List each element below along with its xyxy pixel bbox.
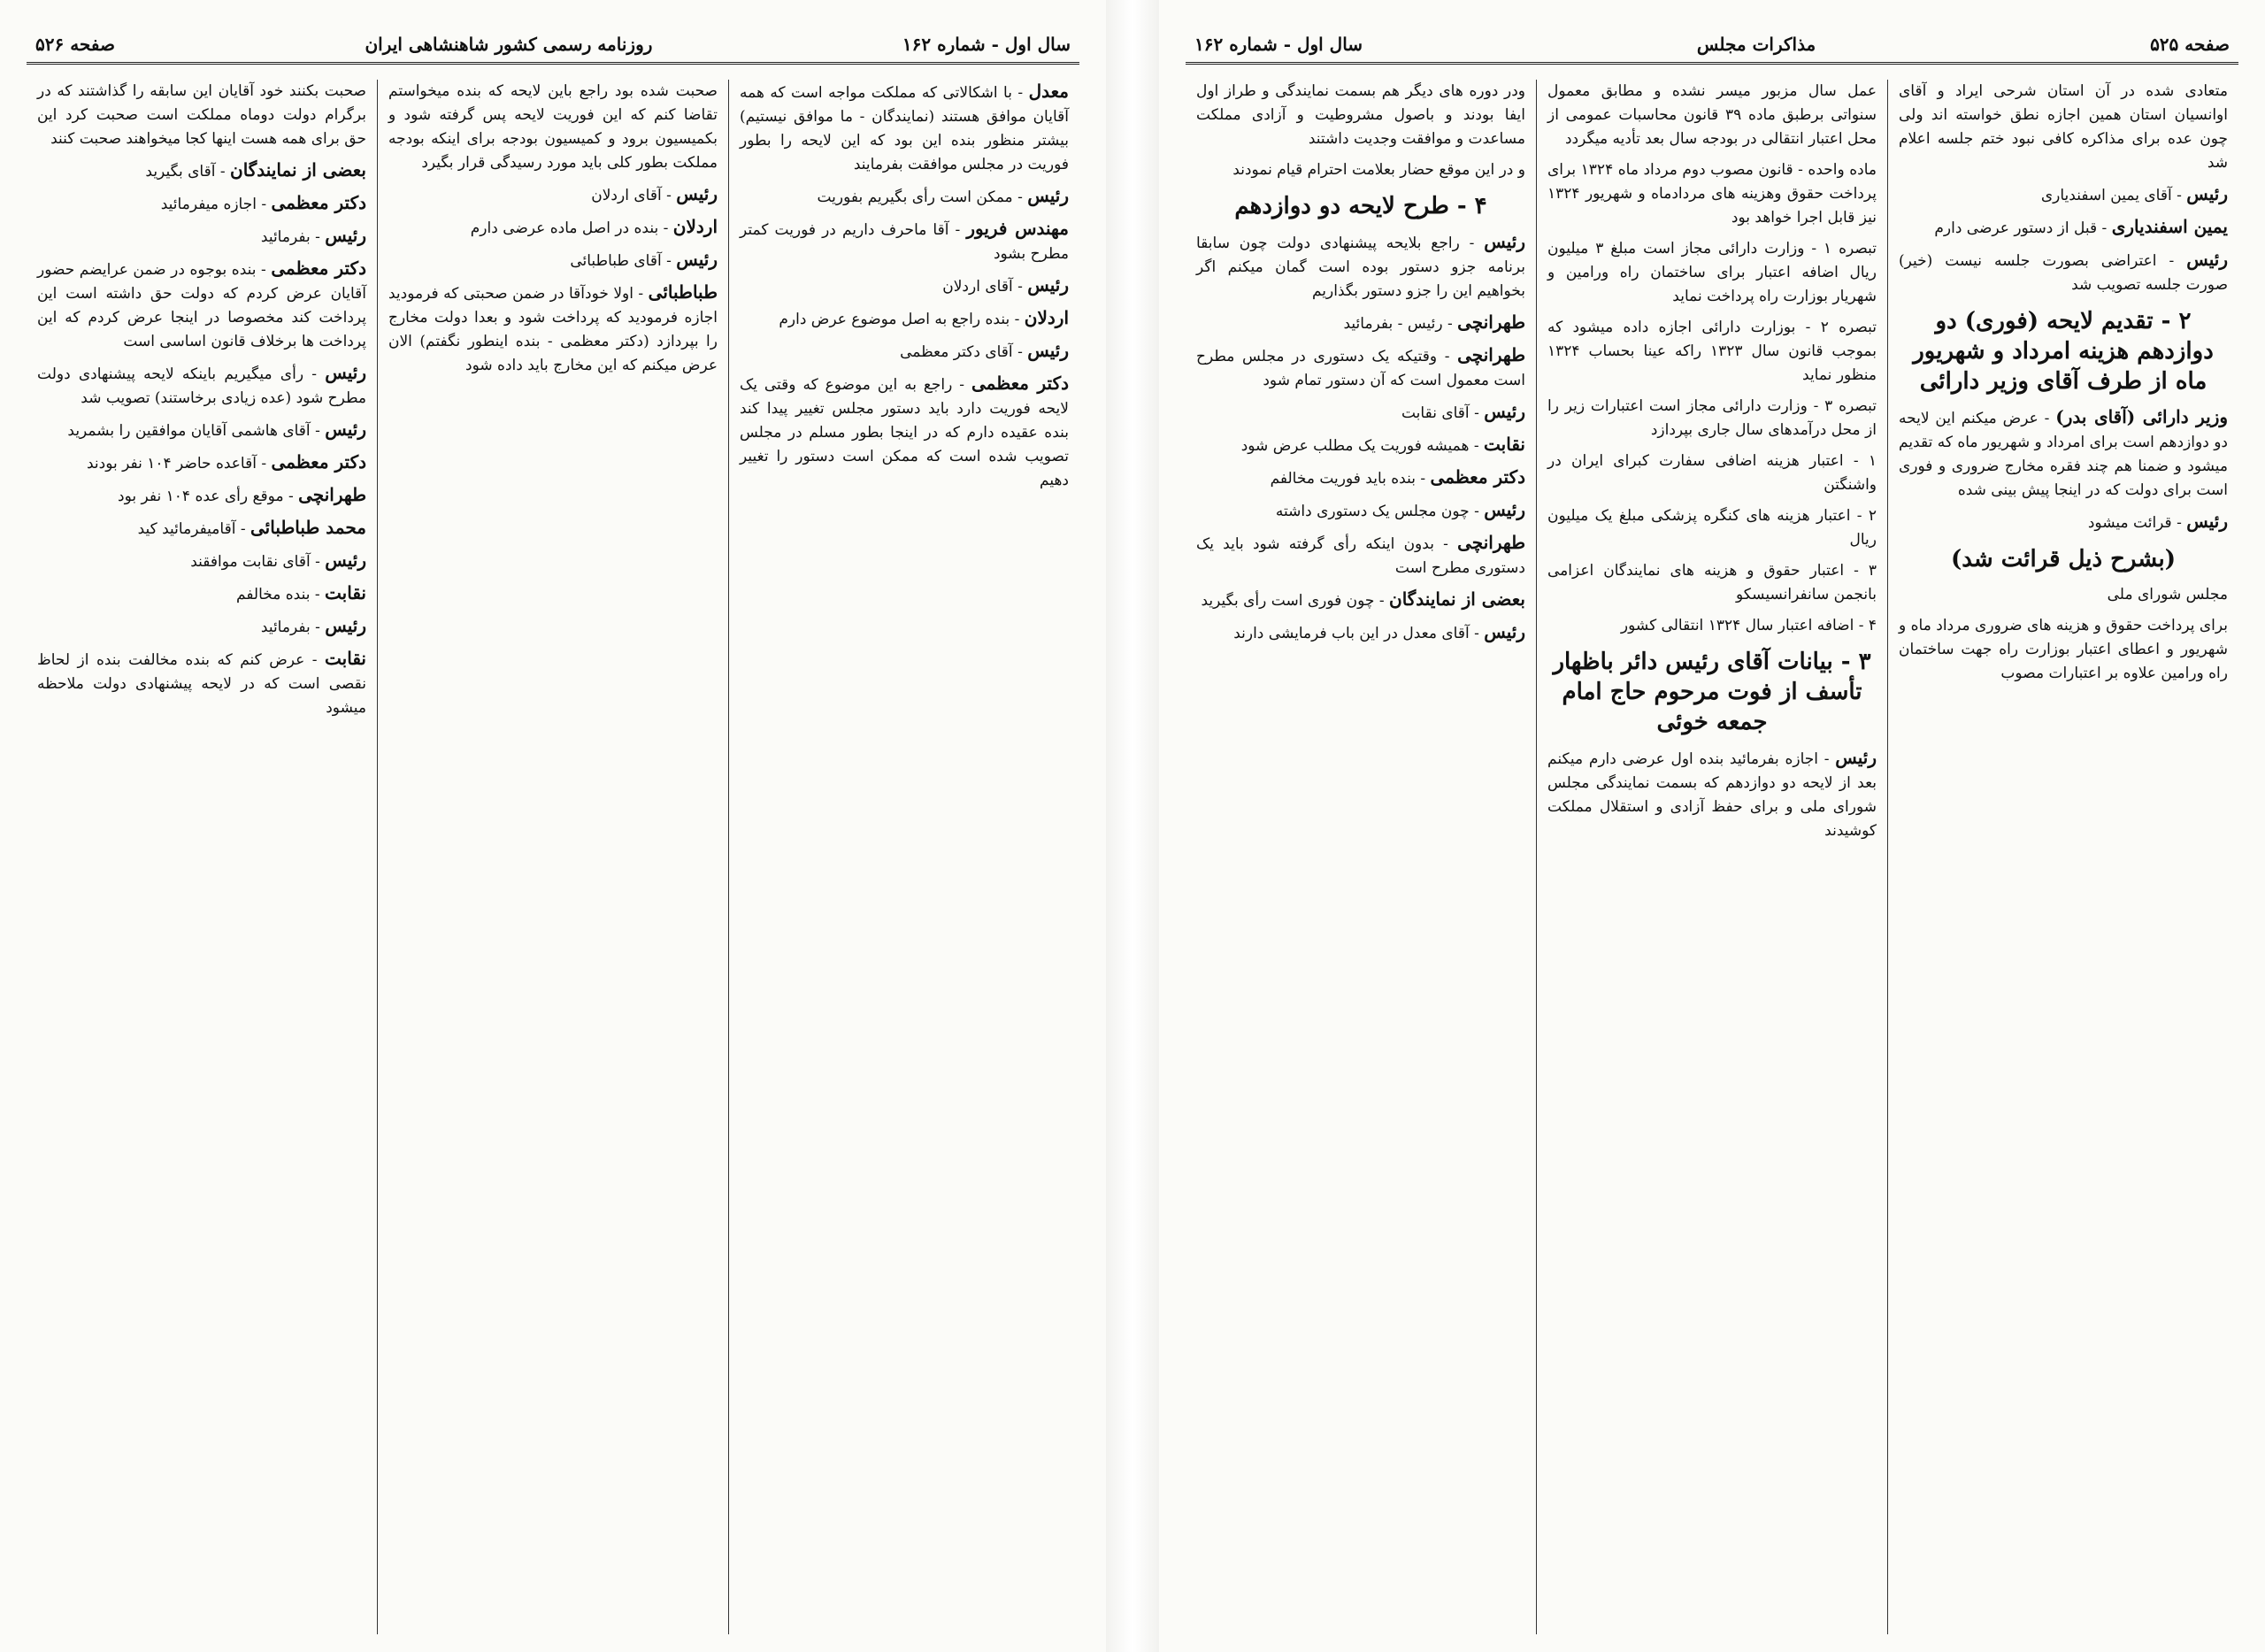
paragraph — [37, 224, 366, 250]
paragraph-text: آقای نقابت موافقند — [190, 553, 311, 571]
paragraph-text: بدون اینکه رأی گرفته شود باید یک دستوری مطرح است — [1196, 535, 1525, 577]
left-column-1 — [728, 80, 1079, 1634]
paragraph-text: ۴ - اضافه اعتبار سال ۱۳۲۴ انتقالی کشور — [1620, 617, 1877, 634]
paragraph — [1196, 433, 1525, 458]
right-column-2 — [1536, 80, 1887, 1634]
paragraph-text: تبصره ۳ - وزارت دارائی مجاز است اعتبارات زیر را از محل درآمدهای سال جاری بپردازد — [1547, 397, 1877, 439]
paragraph-text: آقای هاشمی آقایان موافقین را بشمرید — [67, 422, 311, 440]
speaker-name: نقابت — [325, 648, 366, 669]
paragraph-text: عرض کنم که بنده مخالفت بنده از لحاظ نقصی است که در لایحه پیشنهادی دولت ملاحظه میشود — [37, 651, 366, 717]
speaker-name: بعضی از نمایندگان — [230, 159, 366, 181]
speaker-separator: - — [1012, 343, 1028, 361]
paragraph-text: اولا خودآقا در ضمن صحبتی که فرمودید اجازه فرمودید که پرداخت شود و بعدا دولت مخارج را بپردازد (دکتر معظمی - بنده اینطور نگفتم) الان عرض میکنم که این مخارج باید داده شود — [388, 285, 718, 374]
speaker-name: نقابت — [1484, 434, 1525, 455]
paragraph-text: آقامیفرمائید کید — [137, 520, 236, 538]
page-gutter — [1106, 0, 1159, 1652]
paragraph-text: قبل از دستور عرضی دارم — [1934, 219, 2098, 237]
paragraph — [1547, 504, 1877, 552]
paragraph-text: صحبت شده بود راجع باین لایحه که بنده میخواستم تقاضا کنم که این فوریت لایحه پس گرفته شود و بکمیسیون برود و کمیسیون بودجه برای اینکه بودجه مملکت بطور کلی باید مورد رسیدگی قرار بگیرد — [388, 82, 718, 172]
paragraph — [37, 450, 366, 476]
paragraph — [388, 80, 718, 175]
speaker-name: طهرانچی — [1457, 532, 1525, 553]
paragraph — [740, 339, 1069, 365]
speaker-separator: - — [1442, 315, 1458, 333]
paragraph — [1547, 614, 1877, 638]
paragraph — [37, 158, 366, 184]
paragraph — [1547, 395, 1877, 442]
paragraph — [37, 647, 366, 720]
paragraph-text: آقای اردلان — [591, 187, 662, 204]
speaker-separator: - — [2038, 410, 2056, 427]
speaker-separator: - — [661, 187, 677, 204]
paragraph-text: بنده راجع به اصل موضوع عرض دارم — [779, 311, 1010, 328]
paragraph — [37, 516, 366, 542]
left-paper-title: روزنامه رسمی کشور شاهنشاهی ایران — [365, 34, 653, 55]
paragraph — [1899, 614, 2228, 686]
speaker-name: دکتر معظمی — [271, 451, 366, 473]
left-column-3 — [27, 80, 377, 1634]
speaker-separator: - — [633, 285, 649, 303]
speaker-name: رئیس — [325, 419, 366, 440]
paragraph-text: آقای طباطبائی — [570, 252, 662, 270]
speaker-name: محمد طباطبائی — [250, 517, 366, 538]
paragraph-text: عمل سال مزبور میسر نشده و مطابق معمول سنواتی برطبق ماده ۳۹ قانون محاسبات عمومی از محل اعتبار انتقالی در بودجه سال بعد تأدیه میگردد — [1547, 82, 1877, 148]
paragraph — [1196, 620, 1525, 646]
paragraph — [1196, 343, 1525, 393]
left-column-2 — [377, 80, 728, 1634]
paragraph — [1196, 498, 1525, 524]
speaker-name: رئیس — [1027, 185, 1069, 206]
speaker-separator: - — [1012, 188, 1028, 206]
speaker-name: مهندس فریور — [966, 218, 1069, 239]
paragraph-text: تبصره ۲ - بوزارت دارائی اجازه داده میشود که بموجب قانون سال ۱۳۲۳ راکه عینا بحساب ۱۳۲۴ منظور نماید — [1547, 319, 1877, 384]
paragraph-text: آقاعده حاضر ۱۰۴ نفر بودند — [86, 455, 257, 473]
paragraph-text: آقای معدل در این باب فرمایشی دارند — [1233, 625, 1470, 642]
paragraph-text: متعادی شده در آن استان شرحی ایراد و آقای اوانسیان استان همین اجازه نطق خواسته اند ولی چون عده برای مذاکره کافی نبود ختم جلسه اعلام شد — [1899, 82, 2228, 172]
paragraph — [1899, 80, 2228, 175]
paragraph-text: وقتیکه یک دستوری در مجلس مطرح است معمول است که آن دستور تمام شود — [1196, 348, 1525, 389]
paragraph-text: آقای اردلان — [942, 278, 1013, 296]
speaker-separator: - — [2156, 252, 2187, 270]
paragraph-text: رأی میگیریم باینکه لایحه پیشنهادی دولت مطرح شود (عده زیادی برخاستند) تصویب شد — [37, 365, 366, 407]
speaker-name: رئیس — [325, 362, 366, 383]
speaker-separator: - — [661, 252, 677, 270]
section-heading: ۴ - طرح لایحه دو دوازدهم — [1234, 193, 1487, 219]
speaker-separator: - — [303, 365, 326, 383]
paragraph-text: اعتراضی بصورت جلسه نیست (خیر) صورت جلسه تصویب شد — [1899, 252, 2228, 294]
paragraph — [388, 280, 718, 378]
paragraph-text: بنده مخالفم — [236, 586, 311, 603]
paragraph — [37, 361, 366, 411]
paragraph — [1899, 405, 2228, 503]
speaker-separator: - — [948, 221, 967, 239]
speaker-name: اردلان — [672, 216, 718, 237]
paragraph-text: و در این موقع حضار بعلامت احترام قیام نمودند — [1232, 161, 1525, 179]
paragraph — [1196, 311, 1525, 336]
speaker-separator: - — [1012, 278, 1028, 296]
speaker-separator: - — [310, 422, 326, 440]
speaker-name: طهرانچی — [298, 484, 366, 505]
speaker-separator: - — [1011, 84, 1029, 102]
speaker-separator: - — [2097, 219, 2112, 237]
speaker-separator: - — [952, 376, 971, 394]
speaker-name: رئیس — [1484, 499, 1525, 520]
speaker-name: رئیس — [2186, 511, 2228, 532]
paragraph — [1196, 230, 1525, 304]
speaker-name: اردلان — [1024, 307, 1069, 328]
paragraph-text: آقای بگیرید — [145, 163, 216, 181]
speaker-name: رئیس — [1835, 747, 1877, 768]
speaker-name: دکتر معظمی — [271, 192, 366, 213]
paragraph — [740, 306, 1069, 332]
speaker-separator: - — [1469, 404, 1485, 422]
speaker-separator: - — [2171, 514, 2187, 532]
speaker-name: رئیس — [1027, 274, 1069, 296]
paragraph — [1899, 510, 2228, 535]
speaker-separator: - — [1437, 348, 1458, 365]
speaker-separator: - — [1010, 311, 1025, 328]
paragraph-text: تبصره ۱ - وزارت دارائی مجاز است مبلغ ۳ میلیون ریال اضافه اعتبار برای ساختمان راه ورامین و شهریار بوزارت راه پرداخت نماید — [1547, 240, 1877, 305]
paragraph-text: با اشکالاتی که مملکت مواجه است که همه آقایان موافق هستند (نمایندگان - ما موافق نیستیم) بیشتر منظور بنده این بود که این لایحه را بطور فوریت در مجلس موافقت بفرمایند — [740, 84, 1069, 173]
right-page-number: صفحه ۵۲۵ — [2150, 34, 2230, 55]
right-column-3 — [1186, 80, 1536, 1634]
paragraph — [740, 217, 1069, 266]
paragraph — [37, 257, 366, 354]
paragraph-text: بنده در اصل ماده عرضی دارم — [470, 219, 659, 237]
left-issue-label: سال اول - شماره ۱۶۲ — [902, 34, 1071, 55]
speaker-separator: - — [235, 520, 251, 538]
paragraph — [1547, 746, 1877, 843]
paragraph-text: همیشه فوریت یک مطلب عرض شود — [1240, 437, 1470, 455]
right-columns — [1186, 80, 2238, 1634]
paragraph — [1899, 215, 2228, 241]
paragraph-text: بنده بوجوه در ضمن عرایضم حضور آقایان عرض کردم که دولت حق داشته است این پرداخت کند مخصوصا در اینجا عرض کردم که این پرداخت ها برخلاف قانون اساسی است — [37, 261, 366, 350]
speaker-name: طهرانچی — [1457, 344, 1525, 365]
speaker-separator: - — [310, 553, 326, 571]
section-heading: (بشرح ذیل قرائت شد) — [1950, 546, 2177, 572]
paragraph — [1547, 316, 1877, 388]
paragraph-text: چون مجلس یک دستوری داشته — [1275, 503, 1470, 520]
paragraph-text: قرائت میشود — [2087, 514, 2172, 532]
paragraph-text: صحبت بکنند خود آقایان این سابقه را گذاشتند که در برگرام دولت دوماه مملکت است صحبت کرد این حق برای همه هست اینها کجا میخواهند صحبت کنند — [37, 82, 366, 148]
paragraph — [1547, 80, 1877, 151]
paragraph — [37, 549, 366, 574]
paragraph-text: راجع بلایحه پیشنهادی دولت چون سابقا برنامه جزو دستور بوده است گمان میکنم اگر بخواهیم این را جزو دستور بگذاریم — [1196, 234, 1525, 300]
speaker-separator: - — [256, 261, 272, 279]
speaker-name: رئیس — [1027, 340, 1069, 361]
paragraph — [740, 273, 1069, 299]
paragraph — [1196, 158, 1525, 182]
paragraph — [1547, 158, 1877, 230]
left-page-number: صفحه ۵۲۶ — [35, 34, 115, 55]
paragraph — [388, 248, 718, 273]
paragraph-text: بفرمائید — [260, 228, 311, 246]
speaker-name: دکتر معظمی — [1430, 466, 1525, 488]
paragraph-text: چون فوری است رأی بگیرید — [1201, 592, 1375, 610]
speaker-separator: - — [283, 488, 299, 505]
speaker-name: رئیس — [676, 249, 718, 270]
speaker-name: رئیس — [2186, 183, 2228, 204]
speaker-name: رئیس — [325, 225, 366, 246]
right-page — [1159, 0, 2265, 1652]
speaker-name: یمین اسفندیاری — [2111, 216, 2228, 237]
paragraph — [1196, 80, 1525, 151]
paragraph-text: ۲ - اعتبار هزینه های کنگره پزشکی مبلغ یک میلیون ریال — [1547, 507, 1877, 549]
right-paper-title: مذاکرات مجلس — [1696, 34, 1816, 55]
paragraph — [1196, 465, 1525, 491]
paragraph-text: ودر دوره های دیگر هم بسمت نمایندگی و طراز اول ایفا بودند و باصول مشروطیت و آزادی مملکت مساعدت و موافقت وجدیت داشتند — [1196, 82, 1525, 148]
paragraph-text: راجع به این موضوع که وقتی یک لایحه فوریت دارد باید دستور مجلس تغییر پیدا کند بنده عقیده دارم که در اینجا بطور مسلم در مجلس تصویب شده است که ممکن است دستور را تغییر دهیم — [740, 376, 1069, 489]
speaker-separator: - — [1817, 750, 1836, 768]
speaker-name: رئیس — [676, 183, 718, 204]
speaker-separator: - — [304, 651, 326, 669]
paragraph — [740, 80, 1069, 177]
paragraph — [37, 581, 366, 607]
speaker-name: رئیس — [325, 549, 366, 571]
paragraph-text: آقای یمین اسفندیاری — [2040, 187, 2172, 204]
speaker-separator: - — [310, 586, 326, 603]
paragraph — [740, 372, 1069, 493]
section-heading: ۲ - تقدیم لایحه (فوری) دو دوازدهم هزینه امرداد و شهریور ماه از طرف آقای وزیر دارائی — [1913, 308, 2214, 395]
speaker-name: رئیس — [1484, 231, 1525, 252]
paragraph — [1899, 248, 2228, 297]
paragraph-text: اجازه بفرمائید بنده اول عرضی دارم میکنم بعد از لایحه دو دوازدهم که بسمت نمایندگی مجلس شورای ملی و برای حفظ آزادی و استقلال مملکت کوشیدند — [1547, 750, 1877, 840]
speaker-name: طباطبائی — [648, 281, 718, 303]
paragraph — [740, 184, 1069, 210]
paragraph-text: ۱ - اعتبار هزینه اضافی سفارت کبرای ایران در واشنگتن — [1547, 452, 1877, 494]
speaker-separator: - — [1469, 437, 1485, 455]
section-heading: ۳ - بیانات آقای رئیس دائر باظهار تأسف از فوت مرحوم حاج امام جمعه خوئی — [1553, 649, 1871, 735]
speaker-separator: - — [1415, 470, 1431, 488]
paragraph-text: رئیس - بفرمائید — [1343, 315, 1443, 333]
left-columns — [27, 80, 1079, 1634]
paragraph — [1899, 182, 2228, 208]
speaker-name: وزیر دارائی (آقای بدر) — [2055, 406, 2229, 427]
paragraph — [37, 418, 366, 443]
paragraph-text: آقای نقابت — [1401, 404, 1470, 422]
speaker-name: رئیس — [2186, 249, 2228, 270]
right-column-1 — [1887, 80, 2238, 1634]
speaker-separator: - — [1459, 234, 1485, 252]
paragraph-text: برای پرداخت حقوق و هزینه های ضروری مرداد ماه و شهریور و اعطای اعتبار بوزارت راه جهت ساختمان راه ورامین علاوه بر اعتبارات مصوب — [1899, 617, 2228, 682]
paragraph — [1547, 559, 1877, 607]
paragraph-text: مجلس شورای ملی — [2107, 586, 2228, 603]
left-running-head — [27, 27, 1079, 65]
paragraph-text: بنده باید فوریت مخالفم — [1270, 470, 1416, 488]
paragraph — [37, 483, 366, 509]
paragraph — [1547, 449, 1877, 497]
paragraph — [1899, 583, 2228, 607]
paragraph-text: ماده واحده - قانون مصوب دوم مرداد ماه ۱۳۲۴ برای پرداخت حقوق وهزینه های مردادماه و شهریور ۱۳۲۴ نیز قابل اجرا خواهد بود — [1547, 161, 1877, 227]
paragraph — [37, 614, 366, 640]
speaker-name: رئیس — [325, 615, 366, 636]
speaker-separator: - — [1469, 503, 1485, 520]
paragraph — [1196, 400, 1525, 426]
speaker-name: دکتر معظمی — [971, 373, 1069, 394]
speaker-name: طهرانچی — [1457, 311, 1525, 333]
speaker-separator: - — [1374, 592, 1389, 610]
paragraph — [388, 182, 718, 208]
speaker-name: دکتر معظمی — [271, 257, 366, 279]
right-issue-label: سال اول - شماره ۱۶۲ — [1194, 34, 1363, 55]
paragraph-text: ممکن است رأی بگیریم بفوریت — [817, 188, 1013, 206]
speaker-separator: - — [1433, 535, 1458, 553]
speaker-separator: - — [658, 219, 673, 237]
paragraph-text: آقای دکتر معظمی — [900, 343, 1013, 361]
speaker-separator: - — [256, 455, 272, 473]
speaker-separator: - — [1469, 625, 1485, 642]
paragraph-text: بفرمائید — [260, 619, 311, 636]
paragraph — [37, 191, 366, 217]
right-running-head — [1186, 27, 2238, 65]
speaker-name: معدل — [1028, 81, 1069, 102]
speaker-separator: - — [310, 228, 326, 246]
paragraph — [37, 80, 366, 151]
paragraph — [1547, 237, 1877, 309]
speaker-name: بعضی از نمایندگان — [1389, 588, 1525, 610]
paragraph-text: عرض میکنم این لایحه دو دوازدهم است برای امرداد و شهریور ماه که تقدیم میشود و ضمنا هم چند فقره مخارج ضروری و فوری است برای دولت که در اینجا پیش بینی شده — [1899, 410, 2228, 499]
speaker-separator: - — [2171, 187, 2187, 204]
paragraph-text: اجازه میفرمائید — [160, 196, 257, 213]
paragraph — [1196, 588, 1525, 613]
paragraph — [1196, 531, 1525, 580]
speaker-name: رئیس — [1484, 401, 1525, 422]
paragraph — [388, 215, 718, 241]
speaker-name: نقابت — [325, 582, 366, 603]
paragraph-text: ۳ - اعتبار حقوق و هزینه های نمایندگان اعزامی بانجمن سانفرانسیسکو — [1547, 562, 1877, 603]
speaker-separator: - — [215, 163, 230, 181]
left-page — [0, 0, 1106, 1652]
speaker-separator: - — [256, 196, 272, 213]
speaker-name: رئیس — [1484, 621, 1525, 642]
paragraph-text: موقع رأی عده ۱۰۴ نفر بود — [118, 488, 284, 505]
paragraph-text: آقا ماحرف داریم در فوریت کمتر مطرح بشود — [740, 221, 1069, 263]
speaker-separator: - — [310, 619, 326, 636]
